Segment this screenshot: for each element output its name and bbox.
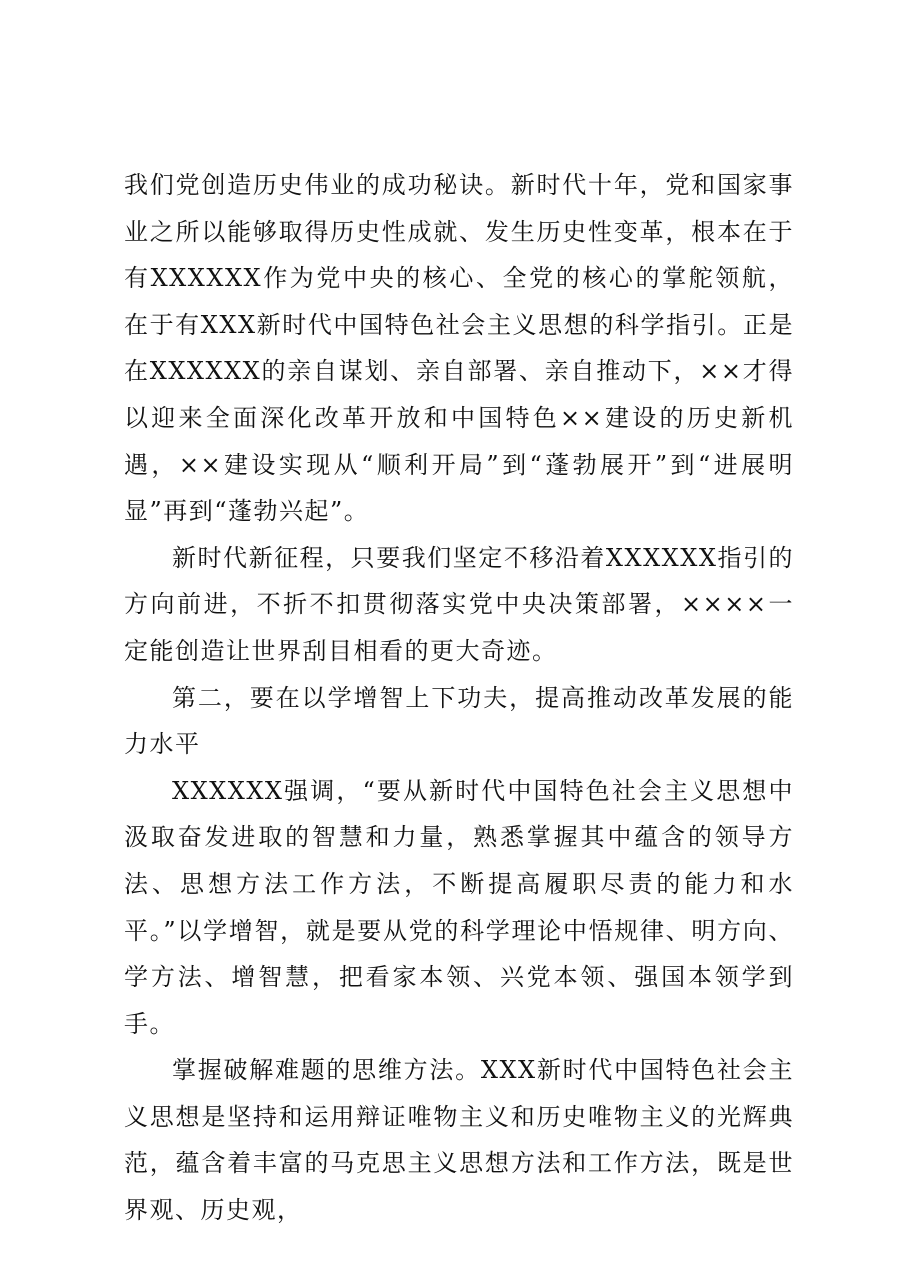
paragraph: XXXXXX强调，“要从新时代中国特色社会主义思想中汲取奋发进取的智慧和力量，熟悉掌握其中蕴含的领导方法、思想方法工作方法，不断提高履职尽责的能力和水平。”以学增智，就是要从党的科学理论中悟规律、明方向、学方法、增智慧，把看家本领、兴党本领、强国本领学到手。 — [124, 776, 794, 1038]
document-body — [124, 162, 794, 1234]
paragraph: 新时代新征程，只要我们坚定不移沿着XXXXXX指引的方向前进，不折不扣贯彻落实党中央决策部署，××××一定能创造让世界刮目相看的更大奇迹。 — [124, 543, 794, 665]
paragraph: 掌握破解难题的思维方法。XXX新时代中国特色社会主义思想是坚持和运用辩证唯物主义和历史唯物主义的光辉典范，蕴含着丰富的马克思主义思想方法和工作方法，既是世界观、历史观， — [124, 1056, 794, 1225]
section-heading: 第二，要在以学增智上下功夫，提高推动改革发展的能力水平 — [124, 683, 794, 759]
paragraph-continuation: 我们党创造历史伟业的成功秘诀。新时代十年，党和国家事业之所以能够取得历史性成就、发生历史性变革，根本在于有XXXXXX作为党中央的核心、全党的核心的掌舵领航，在于有XXX新时代中国特色社会主义思想的科学指引。正是在XXXXXX的亲自谋划、亲自部署、亲自推动下，××才得以迎来全面深化改革开放和中国特色××建设的历史新机遇，××建设实现从“顺利开局”到“蓬勃展开”到“进展明显”再到“蓬勃兴起”。 — [124, 171, 794, 526]
